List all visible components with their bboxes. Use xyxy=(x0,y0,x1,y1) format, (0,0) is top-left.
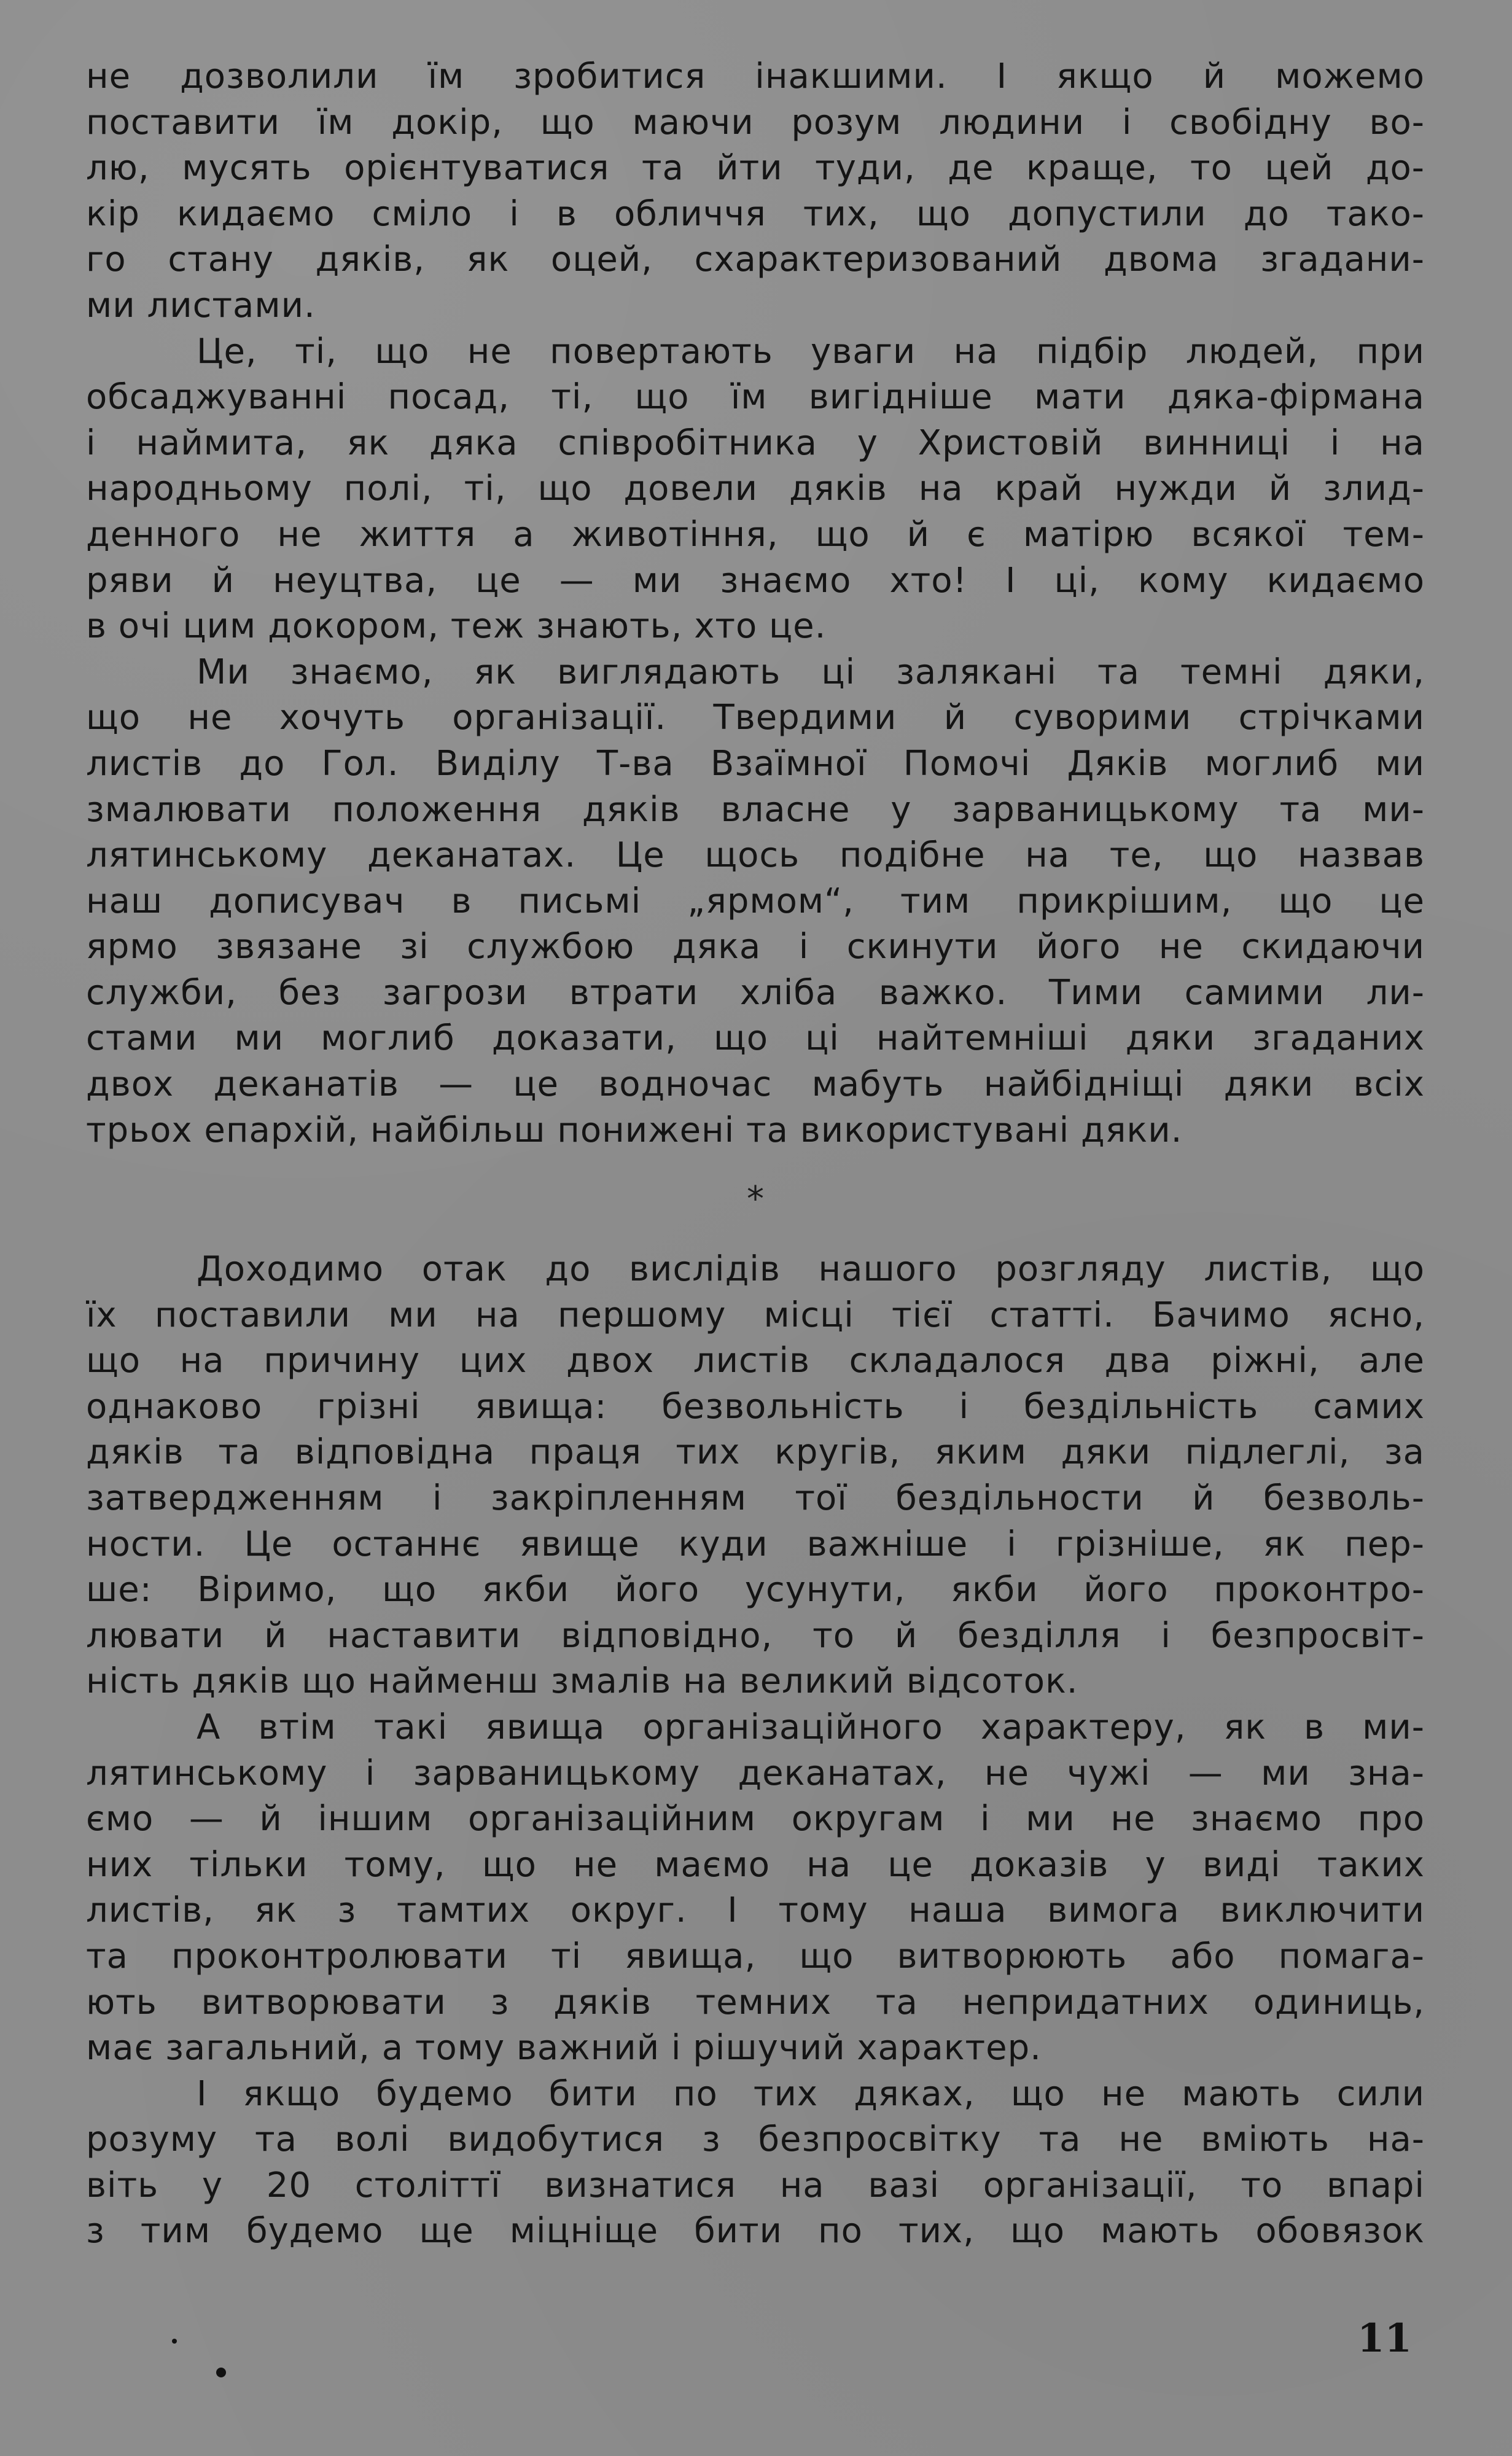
text-line: змалювати положення дяків власне у зарваницькому та ми- xyxy=(86,789,1425,830)
text-line: затвердженням і закріпленням тої бездільности й безволь- xyxy=(86,1478,1425,1518)
text-line: денного не життя а животіння, що й є матірю всякої тем- xyxy=(86,514,1425,555)
section-separator-asterisk: * xyxy=(747,1179,764,1219)
text-line: стами ми моглиб доказати, що ці найтемніші дяки згаданих xyxy=(86,1018,1425,1059)
text-line: листів, як з тамтих округ. І тому наша вимога виключити xyxy=(86,1890,1425,1931)
paragraph xyxy=(86,1705,1425,2072)
paragraph xyxy=(86,2072,1425,2255)
text-line: народньому полі, ті, що довели дяків на край нужди й злид- xyxy=(86,469,1425,509)
text-line: листів до Гол. Виділу Т-ва Взаїмної Помочі Дяків моглиб ми xyxy=(86,743,1425,784)
text-line: віть у 20 століттї визнатися на вазі організації, то впарі xyxy=(86,2165,1425,2205)
text-section-bottom xyxy=(86,1247,1425,2255)
text-line: не дозволили їм зробитися інакшими. І якщо й можемо xyxy=(86,57,1425,96)
paragraph xyxy=(86,329,1425,650)
text-line: кір кидаємо сміло і в обличчя тих, що допустили до тако- xyxy=(86,193,1425,234)
text-line: наш дописувач в письмі „ярмом“, тим прикрішим, що це xyxy=(86,881,1425,921)
text-line: ність дяків що найменш змалів на великий відсоток. xyxy=(86,1661,1078,1702)
text-line: Ми знаємо, як виглядають ці залякані та темні дяки, xyxy=(197,652,1425,692)
ink-speck-small xyxy=(172,2339,177,2344)
text-line: трьох епархій, найбільш понижені та використувані дяки. xyxy=(86,1110,1183,1150)
text-line: лятинському і зарваницькому деканатах, не чужі — ми зна- xyxy=(86,1753,1425,1793)
text-line: лювати й наставити відповідно, то й безділля і безпросвіт- xyxy=(86,1615,1425,1656)
text-line: має загальний, а тому важний і рішучий характер. xyxy=(86,2028,1042,2068)
text-line: однаково грізні явища: безвольність і бездільність самих xyxy=(86,1386,1425,1427)
paragraph xyxy=(86,1247,1425,1705)
text-section-top xyxy=(86,54,1425,1153)
text-line: Це, ті, що не повертають уваги на підбір людей, при xyxy=(197,331,1425,372)
text-line: ють витворювати з дяків темних та непридатних одиниць, xyxy=(86,1982,1425,2022)
text-line: них тільки тому, що не маємо на це доказів у виді таких xyxy=(86,1844,1425,1885)
text-line: і наймита, як дяка співробітника у Христовій винниці і на xyxy=(86,423,1425,463)
text-line: в очі цим докором, теж знають, хто це. xyxy=(86,606,827,647)
text-line: ше: Віримо, що якби його усунути, якби його проконтро- xyxy=(86,1570,1425,1610)
text-line: служби, без загрози втрати хліба важко. Тими самими ли- xyxy=(86,972,1425,1013)
text-line: ми листами. xyxy=(86,285,316,326)
text-line: А втім такі явища організаційного характеру, як в ми- xyxy=(197,1707,1425,1747)
text-line: що не хочуть організації. Твердими й суворими стрічками xyxy=(86,698,1425,738)
text-line: ряви й неуцтва, це — ми знаємо хто! І ці, кому кидаємо xyxy=(86,560,1425,601)
text-line: їх поставили ми на першому місці тієї статті. Бачимо ясно, xyxy=(86,1295,1425,1335)
paragraph xyxy=(86,54,1425,329)
text-line: що на причину цих двох листів складалося два ріжні, але xyxy=(86,1341,1425,1381)
text-line: ности. Це останнє явище куди важніше і грізніше, як пер- xyxy=(86,1524,1425,1564)
text-line: лятинському деканатах. Це щось подібне на те, що назвав xyxy=(86,835,1425,876)
paragraph xyxy=(86,650,1425,1154)
text-line: дяків та відповідна праця тих кругів, яким дяки підлеглі, за xyxy=(86,1432,1425,1473)
text-line: з тим будемо ще міцніще бити по тих, що мають обовязок xyxy=(86,2211,1425,2251)
text-line: І якщо будемо бити по тих дяках, що не мають сили xyxy=(197,2073,1425,2114)
text-line: двох деканатів — це водночас мабуть найбідніщі дяки всіх xyxy=(86,1064,1425,1105)
text-line: лю, мусять орієнтуватися та йти туди, де краще, то цей до- xyxy=(86,148,1425,189)
text-line: поставити їм докір, що маючи розум людини і свобідну во- xyxy=(86,102,1425,142)
text-line: Доходимо отак до вислідів нашого розгляду листів, що xyxy=(197,1249,1425,1289)
text-line: го стану дяків, як оцей, схарактеризований двома згадани- xyxy=(86,240,1425,280)
text-line: обсаджуванні посад, ті, що їм вигідніше мати дяка-фірмана xyxy=(86,377,1425,418)
text-line: та проконтролювати ті явища, що витворюють або помага- xyxy=(86,1936,1425,1976)
text-line: ярмо звязане зі службою дяка і скинути його не скидаючи xyxy=(86,927,1425,967)
text-line: ємо — й іншим організаційним округам і ми не знаємо про xyxy=(86,1799,1425,1839)
ink-speck-large xyxy=(216,2368,226,2377)
page-number: 11 xyxy=(1357,2315,1413,2361)
text-line: розуму та волі видобутися з безпросвітку та не вміють на- xyxy=(86,2119,1425,2160)
